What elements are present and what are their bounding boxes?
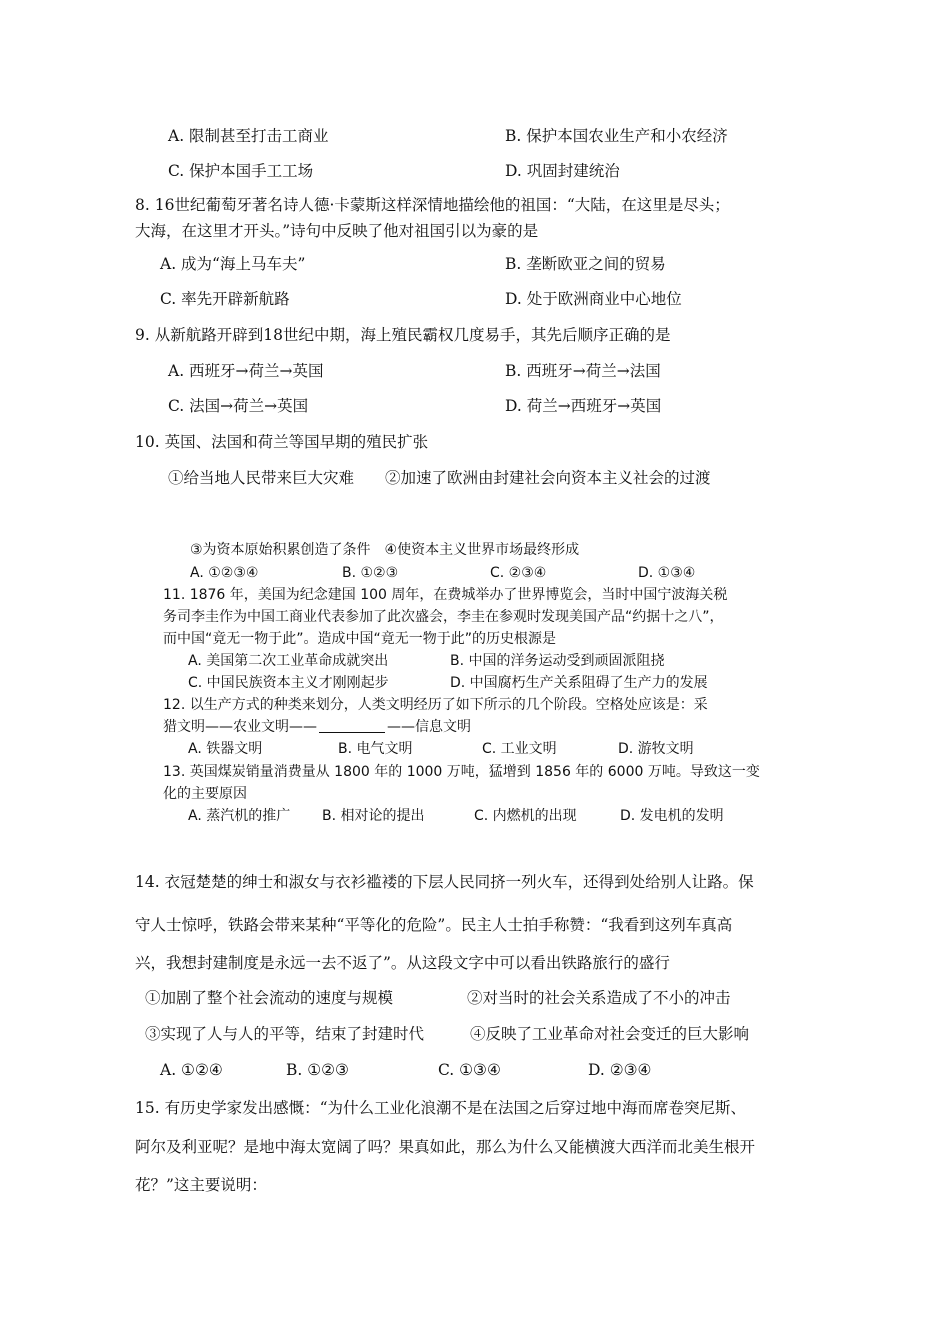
q10-statements-3-4: ③为资本原始积累创造了条件 ④使资本主义世界市场最终形成 [190,542,580,558]
q9-option-a: A. 西班牙→荷兰→英国 [168,362,324,380]
q13-option-a: A. 蒸汽机的推广 [188,808,291,824]
q12-option-a: A. 铁器文明 [188,741,263,757]
q8-option-b: B. 垄断欧亚之间的贸易 [505,255,666,273]
q7-option-b: B. 保护本国农业生产和小农经济 [505,127,728,145]
q11-option-c: C. 中国民族资本主义才刚刚起步 [188,675,389,691]
q15-stem-line3: 花？”这主要说明： [135,1176,267,1194]
q8-option-c: C. 率先开辟新航路 [160,290,290,308]
q9-option-c: C. 法国→荷兰→英国 [168,397,309,415]
q11-stem-line1: 11. 1876 年，美国为纪念建国 100 周年，在费城举办了世界博览会，当时中国宁波海关税 [163,587,728,603]
q9-option-d: D. 荷兰→西班牙→英国 [505,397,662,415]
q14-option-a: A. ①②④ [160,1061,223,1079]
q14-option-c: C. ①③④ [438,1061,501,1079]
q13-stem-line1: 13. 英国煤炭销量消费量从 1800 年的 1000 万吨，猛增到 1856 年的 6000 万吨。导致这一变 [163,764,760,780]
q10-option-b: B. ①②③ [342,565,399,581]
q14-option-b: B. ①②③ [286,1061,349,1079]
q8-stem-line1: 8. 16世纪葡萄牙著名诗人德·卡蒙斯这样深情地描绘他的祖国：“大陆，在这里是尽头； [135,196,730,214]
q12-option-d: D. 游牧文明 [618,741,694,757]
q7-option-a: A. 限制甚至打击工商业 [168,127,329,145]
q14-stem-line1: 14. 衣冠楚楚的绅士和淑女与衣衫褴褛的下层人民同挤一列火车，还得到处给别人让路。保 [135,873,754,891]
q13-stem-line2: 化的主要原因 [163,786,247,802]
q11-stem-line3: 而中国“竟无一物于此”。造成中国“竟无一物于此”的历史根源是 [163,631,557,647]
q11-option-d: D. 中国腐朽生产关系阻碍了生产力的发展 [450,675,708,691]
q14-option-d: D. ②③④ [588,1061,652,1079]
q13-option-c: C. 内燃机的出现 [474,808,577,824]
q8-option-a: A. 成为“海上马车夫” [160,255,306,273]
q9-option-b: B. 西班牙→荷兰→法国 [505,362,661,380]
q9-stem: 9. 从新航路开辟到18世纪中期，海上殖民霸权几度易手，其先后顺序正确的是 [135,326,671,344]
q10-option-d: D. ①③④ [638,565,696,581]
q10-statements-1-2: ①给当地人民带来巨大灾难 ②加速了欧洲由封建社会向资本主义社会的过渡 [168,469,711,487]
q12-blank [319,731,385,733]
q13-option-b: B. 相对论的提出 [322,808,425,824]
q15-stem-line1: 15. 有历史学家发出感慨：“为什么工业化浪潮不是在法国之后穿过地中海而席卷突尼斯、 [135,1099,747,1117]
q14-statement-3: ③实现了人与人的平等，结束了封建时代 [145,1025,425,1043]
q10-option-c: C. ②③④ [490,565,547,581]
q14-stem-line3: 兴，我想封建制度是永远一去不返了”。从这段文字中可以看出铁路旅行的盛行 [135,954,670,972]
q14-stem-line2: 守人士惊呼，铁路会带来某种“平等化的危险”。民主人士拍手称赞：“我看到这列车真高 [135,916,733,934]
q12-stem-after-blank: ——信息文明 [387,719,471,735]
q7-option-c: C. 保护本国手工工场 [168,162,314,180]
q14-statement-2: ②对当时的社会关系造成了不小的冲击 [467,989,731,1007]
q12-option-b: B. 电气文明 [338,741,413,757]
q7-option-d: D. 巩固封建统治 [505,162,620,180]
q13-option-d: D. 发电机的发明 [620,808,724,824]
q8-option-d: D. 处于欧洲商业中心地位 [505,290,682,308]
q11-option-a: A. 美国第二次工业革命成就突出 [188,653,389,669]
q11-stem-line2: 务司李圭作为中国工商业代表参加了此次盛会，李圭在参观时发现美国产品“约据十之八”， [163,609,724,625]
q14-statement-4: ④反映了工业革命对社会变迁的巨大影响 [470,1025,750,1043]
q10-stem: 10. 英国、法国和荷兰等国早期的殖民扩张 [135,433,429,451]
q11-option-b: B. 中国的洋务运动受到顽固派阻挠 [450,653,665,669]
q12-stem-line1: 12. 以生产方式的种类来划分，人类文明经历了如下所示的几个阶段。空格处应该是：采 [163,697,708,713]
q10-option-a: A. ①②③④ [190,565,259,581]
q14-statement-1: ①加剧了整个社会流动的速度与规模 [145,989,394,1007]
q12-stem-line2 [163,720,471,734]
q12-stem-before-blank: 猎文明——农业文明—— [163,719,317,735]
q15-stem-line2: 阿尔及利亚呢？是地中海太宽阔了吗？果真如此，那么为什么又能横渡大西洋而北美生根开 [135,1138,756,1156]
q12-option-c: C. 工业文明 [482,741,557,757]
q8-stem-line2: 大海，在这里才开头。”诗句中反映了他对祖国引以为豪的是 [135,222,539,240]
